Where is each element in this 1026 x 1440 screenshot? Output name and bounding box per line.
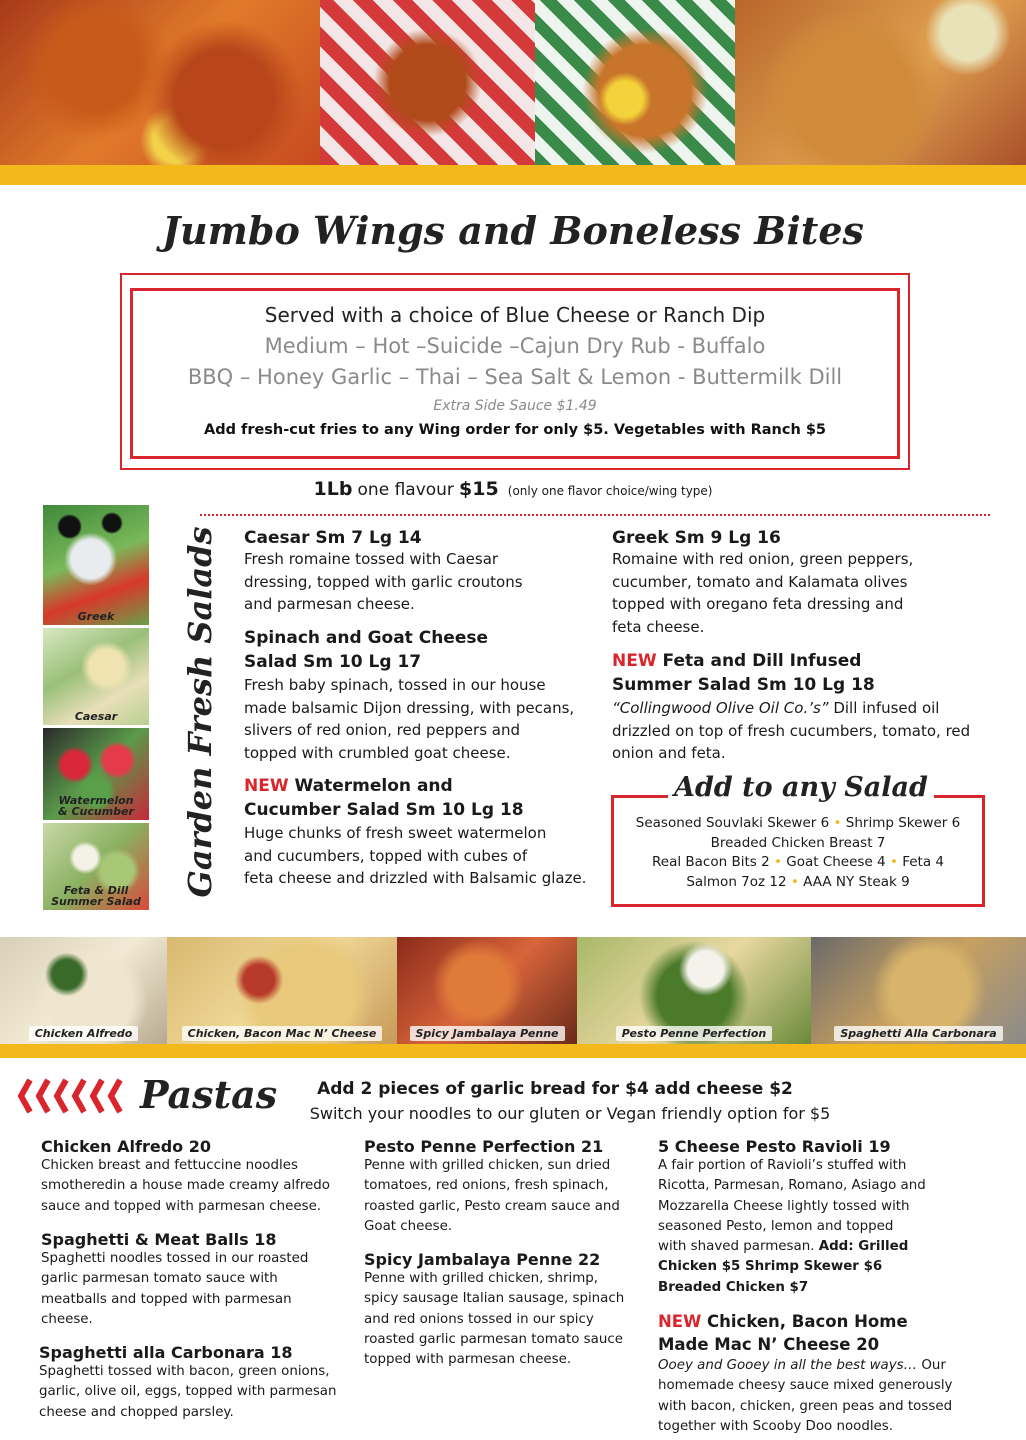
pasta-desc-line: Mozzarella Cheese lightly tossed with — [658, 1198, 910, 1214]
dip-choice: Served with a choice of Blue Cheese or Ranch Dip — [264, 303, 766, 327]
addon-feta: Feta 4 — [902, 854, 944, 870]
pasta-name: Spicy Jambalaya Penne 22 — [364, 1250, 601, 1269]
salad-desc-line: Fresh baby spinach, tossed in our house — [244, 676, 546, 694]
salad-desc-line: Huge chunks of fresh sweet watermelon — [244, 824, 547, 842]
pasta-desc-line: Spaghetti tossed with bacon, green onions, — [39, 1364, 330, 1379]
pasta-desc-line: roasted garlic parmesan tomato sauce — [364, 1331, 623, 1347]
bullet-dot: • — [790, 873, 799, 890]
salad-desc-line: onion and feta. — [612, 744, 726, 762]
flavours-line-1: Medium – Hot –Suicide –Cajun Dry Rub - Buffalo — [264, 334, 766, 358]
pasta-photo-alfredo — [0, 937, 167, 1044]
pasta-meatballs — [41, 1230, 361, 1330]
pasta-photo-mac — [167, 937, 397, 1044]
addon-goat-cheese: Goat Cheese 4 — [786, 854, 886, 870]
salad-desc-line: feta cheese. — [612, 617, 705, 636]
salad-spinach-goat-cheese — [244, 626, 594, 764]
new-badge: NEW — [612, 651, 657, 671]
thumb-label: Greek — [77, 610, 115, 623]
pastas-title: Pastas — [140, 1072, 278, 1117]
salad-desc-line: Dill infused oil — [828, 699, 940, 717]
bullet-dot: • — [889, 854, 898, 870]
salad-desc-line: topped with crumbled goat cheese. — [244, 743, 511, 762]
pasta-desc-line: Chicken breast and fettuccine noodles — [41, 1158, 298, 1173]
pasta-desc-line: seasoned Pesto, lemon and topped — [658, 1218, 894, 1234]
pasta-photo-caption: Pesto Penne Perfection — [616, 1026, 772, 1041]
wings-qty: 1Lb — [313, 478, 353, 500]
extra-sauce-note: Extra Side Sauce $1.49 — [433, 398, 597, 414]
pasta-desc-line: A fair portion of Ravioli’s stuffed with — [658, 1158, 907, 1173]
salad-name: Watermelon and — [294, 776, 453, 796]
wings-title: Jumbo Wings and Boneless Bites — [162, 208, 864, 253]
salad-name: Greek Sm 9 Lg 16 — [612, 528, 781, 548]
pasta-desc-line: Spaghetti noodles tossed in our roasted — [41, 1251, 309, 1266]
pasta-desc-line: garlic parmesan tomato sauce with — [41, 1271, 278, 1287]
pasta-desc-line: with shaved parmesan. — [658, 1239, 815, 1255]
fries-upsell: Add fresh-cut fries to any Wing order for only $5. Vegetables with Ranch $5 — [203, 422, 827, 438]
pasta-photo-pesto — [577, 937, 811, 1044]
new-badge: NEW — [658, 1312, 702, 1331]
pasta-cheese-ravioli — [658, 1137, 998, 1298]
salad-feta-dill — [612, 649, 1002, 765]
ravioli-addon: Add: Grilled — [818, 1239, 909, 1255]
salad-desc-line: feta cheese and drizzled with Balsamic glaze. — [244, 869, 587, 887]
salad-thumb-watermelon — [43, 728, 149, 820]
salad-addons-title: Add to any Salad — [668, 772, 934, 803]
pasta-desc-line: Ricotta, Parmesan, Romano, Asiago and — [658, 1178, 926, 1194]
salad-greek — [612, 528, 992, 638]
pasta-desc-line: with bacon, chicken, green peas and tossed — [658, 1398, 953, 1414]
pasta-photo-jambalaya — [397, 937, 577, 1044]
supplier-name: “Collingwood Olive Oil Co.’s” — [612, 699, 829, 717]
salad-name: Cucumber Salad Sm 10 Lg 18 — [244, 800, 524, 820]
addon-souvlaki: Seasoned Souvlaki Skewer 6 — [635, 815, 830, 831]
pasta-pesto-penne — [364, 1137, 654, 1237]
pasta-desc-line: garlic, olive oil, eggs, topped with parmesan — [39, 1384, 337, 1400]
salads-section-title: Garden Fresh Salads — [181, 526, 219, 898]
salad-desc-line: made balsamic Dijon dressing, with pecans, — [244, 698, 575, 717]
salad-name: Salad Sm 10 Lg 17 — [244, 652, 422, 672]
salad-thumb-caesar — [43, 628, 149, 725]
salad-desc-line: Romaine with red onion, green peppers, — [612, 550, 914, 568]
pasta-desc-line: sauce and topped with parmesan cheese. — [41, 1198, 322, 1214]
pasta-name: Spaghetti & Meat Balls 18 — [41, 1230, 277, 1249]
pasta-desc-line: homemade cheesy sauce mixed generously — [658, 1378, 953, 1394]
pasta-desc-line: smotheredin a house made creamy alfredo — [41, 1178, 330, 1194]
addon-breaded-chicken: Breaded Chicken Breast 7 — [710, 834, 886, 851]
salad-name: Spinach and Goat Cheese — [244, 628, 489, 648]
new-badge: NEW — [244, 776, 289, 796]
bullet-dot: • — [773, 854, 782, 870]
salad-name: Feta and Dill Infused — [662, 651, 862, 671]
wings-price-note: (only one flavor choice/wing type) — [507, 484, 713, 498]
thumb-label: Watermelon & Cucumber — [58, 794, 134, 818]
pasta-name: Chicken, Bacon Home — [707, 1312, 908, 1331]
pasta-desc-line: meatballs and topped with parmesan — [41, 1291, 292, 1307]
ravioli-addon: Breaded Chicken $7 — [658, 1279, 809, 1295]
thumb-label: Caesar — [74, 710, 118, 723]
wing-photo-2 — [320, 0, 535, 165]
pasta-desc-line: cheese. — [41, 1311, 93, 1327]
salad-thumb-greek — [43, 505, 149, 625]
pasta-name: 5 Cheese Pesto Ravioli 19 — [658, 1137, 891, 1156]
salad-desc-line: slivers of red onion, red peppers and — [244, 721, 521, 739]
wings-price-text: one flavour — [357, 480, 454, 500]
pasta-desc-line: Penne with grilled chicken, sun dried — [364, 1158, 611, 1173]
pasta-desc-line: tomatoes, red onions, fresh spinach, — [364, 1178, 609, 1194]
chevron-icon — [16, 1077, 128, 1115]
salad-name: Caesar Sm 7 Lg 14 — [244, 528, 422, 548]
pasta-desc-line: Our — [917, 1358, 946, 1373]
pasta-note-noodle-switch: Switch your noodles to our gluten or Vegan friendly option for $5 — [309, 1104, 831, 1123]
thumb-label: Feta & Dill Summer Salad — [51, 884, 141, 908]
addon-steak: AAA NY Steak 9 — [803, 873, 910, 890]
flavours-line-2: BBQ – Honey Garlic – Thai – Sea Salt & Lemon - Buttermilk Dill — [187, 365, 843, 389]
salad-desc-line: cucumber, tomato and Kalamata olives — [612, 572, 908, 591]
pasta-name: Chicken Alfredo 20 — [41, 1137, 211, 1156]
pasta-desc-line: topped with parmesan cheese. — [364, 1352, 572, 1368]
addon-salmon: Salmon 7oz 12 — [686, 873, 787, 890]
addon-shrimp: Shrimp Skewer 6 — [845, 815, 961, 831]
salad-desc-line: and parmesan cheese. — [244, 595, 415, 613]
salad-desc-line: drizzled on top of fresh cucumbers, tomato, red — [612, 721, 971, 740]
salad-name: Summer Salad Sm 10 Lg 18 — [612, 675, 875, 695]
pasta-carbonara — [39, 1343, 359, 1423]
pasta-photo-caption: Spaghetti Alla Carbonara — [834, 1026, 1002, 1041]
pasta-name: Pesto Penne Perfection 21 — [364, 1137, 604, 1156]
salad-caesar — [244, 528, 594, 616]
pasta-note-garlic-bread: Add 2 pieces of garlic bread for $4 add cheese $2 — [317, 1079, 793, 1099]
pasta-photo-caption: Chicken, Bacon Mac N’ Cheese — [182, 1026, 383, 1041]
pasta-desc-line: together with Scooby Doo noodles. — [658, 1418, 894, 1434]
wings-price-line — [0, 478, 1026, 500]
wing-options-box — [130, 288, 900, 459]
pasta-jambalaya-penne — [364, 1250, 654, 1370]
salad-desc-line: dressing, topped with garlic croutons — [244, 572, 523, 591]
pasta-desc-line: Goat cheese. — [364, 1218, 453, 1234]
wing-photo-3 — [535, 0, 735, 165]
pasta-desc-line: Penne with grilled chicken, shrimp, — [364, 1271, 599, 1286]
pasta-mac-n-cheese — [658, 1310, 998, 1437]
pasta-name: Made Mac N’ Cheese 20 — [658, 1335, 880, 1354]
pasta-desc-line: spicy sausage Italian sausage, spinach — [364, 1291, 625, 1307]
wing-photo-4 — [735, 0, 1026, 165]
salad-desc-line: Fresh romaine tossed with Caesar — [244, 550, 499, 568]
pasta-name: Spaghetti alla Carbonara 18 — [39, 1343, 293, 1362]
pasta-desc-line: cheese and chopped parsley. — [39, 1404, 234, 1420]
chevron-decoration — [16, 1077, 128, 1119]
wing-photo-1 — [0, 0, 320, 165]
pasta-photo-caption: Chicken Alfredo — [29, 1026, 139, 1041]
ravioli-addon: Chicken $5 Shrimp Skewer $6 — [658, 1259, 883, 1275]
pasta-desc-line: roasted garlic, Pesto cream sauce and — [364, 1198, 620, 1214]
salad-addons-list — [614, 814, 982, 892]
salad-thumb-feta-dill — [43, 823, 149, 910]
pasta-chicken-alfredo — [41, 1137, 361, 1217]
top-gold-bar — [0, 165, 1026, 185]
addon-bacon: Real Bacon Bits 2 — [652, 854, 770, 870]
pasta-tagline: Ooey and Gooey in all the best ways… — [658, 1358, 918, 1373]
pasta-photo-carbonara — [811, 937, 1026, 1044]
pasta-desc-line: and red onions tossed in our spicy — [364, 1311, 594, 1327]
salad-watermelon-cucumber — [244, 774, 604, 890]
pasta-gold-bar — [0, 1044, 1026, 1058]
pasta-photo-caption: Spicy Jambalaya Penne — [410, 1026, 565, 1041]
salad-desc-line: topped with oregano feta dressing and — [612, 595, 904, 613]
salad-desc-line: and cucumbers, topped with cubes of — [244, 846, 528, 865]
wings-price: $15 — [459, 478, 499, 500]
dotted-divider — [200, 514, 990, 516]
bullet-dot: • — [833, 815, 842, 831]
